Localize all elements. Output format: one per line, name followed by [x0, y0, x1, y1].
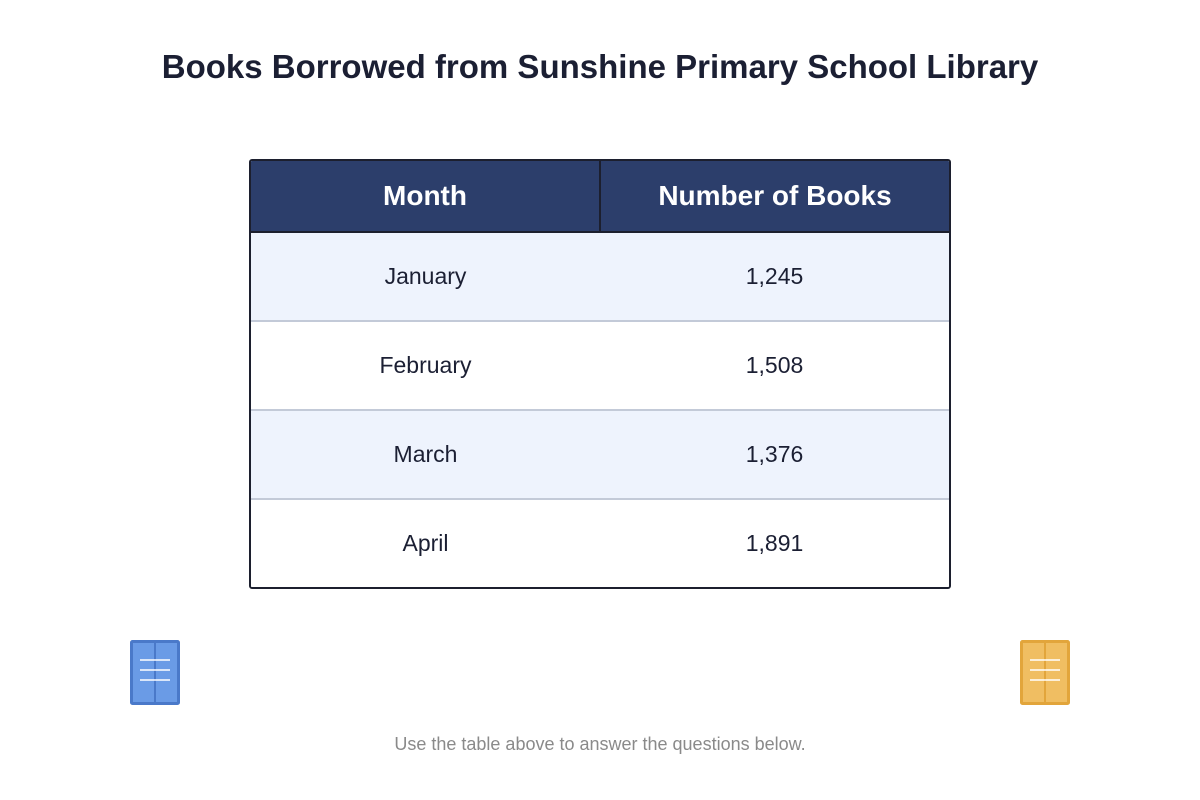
page-title: Books Borrowed from Sunshine Primary School Library: [161, 48, 1039, 85]
table-row: [251, 499, 949, 587]
data-table: [251, 161, 949, 587]
cell-month: February: [251, 321, 600, 410]
cell-number-of-books: 1,891: [600, 499, 949, 587]
column-header-month: Month: [251, 161, 600, 232]
cell-number-of-books: 1,376: [600, 410, 949, 499]
table-row: [251, 410, 949, 499]
table-row: [251, 321, 949, 410]
book-icon: [1020, 640, 1070, 705]
cell-month: April: [251, 499, 600, 587]
cell-number-of-books: 1,508: [600, 321, 949, 410]
cell-number-of-books: 1,245: [600, 232, 949, 321]
data-table-container: [249, 159, 951, 589]
book-icon: [130, 640, 180, 705]
table-row: [251, 232, 949, 321]
table-header-row: [251, 161, 949, 232]
cell-month: March: [251, 410, 600, 499]
instruction-text: Use the table above to answer the questions below.: [394, 734, 806, 754]
cell-month: January: [251, 232, 600, 321]
column-header-number-of-books: Number of Books: [600, 161, 949, 232]
